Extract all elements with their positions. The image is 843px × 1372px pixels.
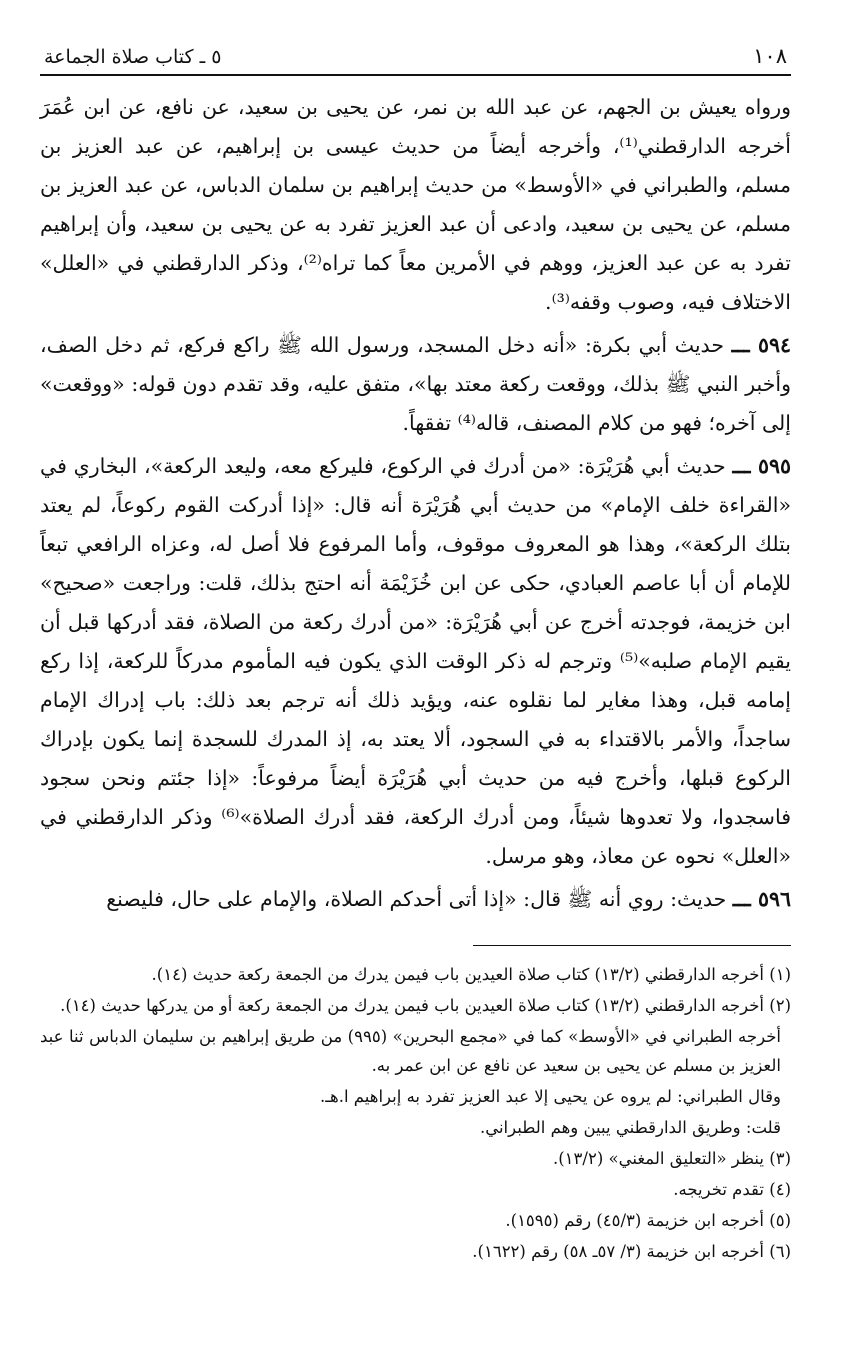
hadith-number: ٥٩٤ ـــ: [731, 333, 791, 357]
paragraph-text: حديث أبي بكرة: «أنه دخل المسجد، ورسول الله ﷺ راكع فركع، ثم دخل الصف، وأخبر النبي ﷺ بذلك، ووقعت ركعة معتد بها»، متفق عليه، وقد تقدم دون قوله: «ووقعت» إلى آخره؛ فهو من كلام المصنف، قاله⁽⁴⁾ تفقهاً.: [40, 333, 791, 435]
paragraph-text: ورواه يعيش بن الجهم، عن عبد الله بن نمر، عن يحيى بن سعيد، عن نافع، عن ابن عُمَرَ أخرجه الدارقطني⁽¹⁾، وأخرجه أيضاً من حديث عيسى بن إبراهيم، عن عبد العزيز بن مسلم، والطبراني في «الأوسط» من حديث إبراهيم بن سلمان الدباس، عن عبد العزيز بن مسلم، عن يحيى بن سعيد، وادعى أن عبد العزيز تفرد به عن يحيى بن سعيد، وأن إبراهيم تفرد به عن عبد العزيز، ووهم في الأمرين معاً كما تراه⁽²⁾، وذكر الدارقطني في «العلل» الاختلاف فيه، وصوب وقفه⁽³⁾.: [40, 95, 791, 314]
paragraph-text: حديث: روي أنه ﷺ قال: «إذا أتى أحدكم الصلاة، والإمام على حال، فليصنع: [106, 887, 727, 911]
footnote-continuation: أخرجه الطبراني في «الأوسط» كما في «مجمع البحرين» (٩٩٥) من طريق إبراهيم بن سليمان الدباس ثنا عبد العزيز بن مسلم عن يحيى بن سعيد عن نافع عن ابن عمر به.: [40, 1027, 781, 1075]
footnote: (٣) ينظر «التعليق المغني» (١٣/٢).: [552, 1149, 791, 1168]
hadith-number: ٥٩٥ ـــ: [732, 454, 791, 478]
footnote-continuation: قلت: وطريق الدارقطني يبين وهم الطبراني.: [479, 1118, 781, 1137]
chapter-title: ٥ ـ كتاب صلاة الجماعة: [44, 46, 222, 68]
footnote: (١) أخرجه الدارقطني (١٣/٢) كتاب صلاة العيدين باب فيمن يدرك من الجمعة ركعة حديث (١٤).: [151, 965, 791, 984]
footnote: (٥) أخرجه ابن خزيمة (٤٥/٣) رقم (١٥٩٥).: [505, 1211, 791, 1230]
paragraph-text: حديث أبي هُرَيْرَة: «من أدرك في الركوع، فليركع معه، وليعد الركعة»، البخاري في «القراءة خلف الإمام» من حديث أبي هُرَيْرَة أنه قال: «إذا أدركت القوم ركوعاً، لم يعتد بتلك الركعة»، وهذا هو المعروف موقوف، وأما المرفوع فلا أصل له، وعزاه الرافعي تبعاً للإمام أن أبا عاصم العبادي، حكى عن ابن خُزَيْمَة أنه احتج بذلك، قلت: وراجعت «صحيح» ابن خزيمة، فوجدته أخرج عن أبي هُرَيْرَة: «من أدرك ركعة من الصلاة، فقد أدركها قبل أن يقيم الإمام صلبه»⁽⁵⁾ وترجم له ذكر الوقت الذي يكون فيه المأموم مدركاً للركعة، إذا ركع إمامه قبل، وهذا مغاير لما نقلوه عنه، ويؤيد ذلك أنه ترجم بعد ذلك: باب إدراك الإمام ساجداً، والأمر بالاقتداء به في السجود، ألا يعتد به، إذ المدرك للسجدة إنما يكون بإدراك الركوع قبلها، وأخرج فيه من حديث أبي هُرَيْرَة أيضاً مرفوعاً: «إذا جئتم ونحن سجود فاسجدوا، ولا تعدوها شيئاً، ومن أدرك الركعة، فقد أدرك الصلاة»⁽⁶⁾ وذكر الدارقطني في «العلل» نحوه عن معاذ، وهو مرسل.: [40, 454, 791, 868]
hadith-number: ٥٩٦ ـــ: [732, 887, 791, 911]
hadith-594: [40, 326, 791, 443]
running-header: [40, 40, 791, 76]
hadith-596: [40, 880, 791, 919]
footnote: (٦) أخرجه ابن خزيمة (٣/ ٥٧ـ ٥٨) رقم (١٦٢٢).: [472, 1242, 791, 1261]
footnote-divider: [473, 945, 791, 946]
main-text: [40, 88, 791, 919]
hadith-595: [40, 447, 791, 876]
page-number: ١٠٨: [753, 44, 787, 68]
footnotes: [40, 960, 791, 1266]
footnote: (٢) أخرجه الدارقطني (١٣/٢) كتاب صلاة العيدين باب فيمن يدرك من الجمعة ركعة أو من يدركها حديث (١٤).: [60, 996, 791, 1015]
footnote-continuation: وقال الطبراني: لم يروه عن يحيى إلا عبد العزيز تفرد به إبراهيم ا.هـ.: [319, 1087, 781, 1106]
footnote: (٤) تقدم تخريجه.: [673, 1180, 791, 1199]
paragraph: [40, 88, 791, 322]
